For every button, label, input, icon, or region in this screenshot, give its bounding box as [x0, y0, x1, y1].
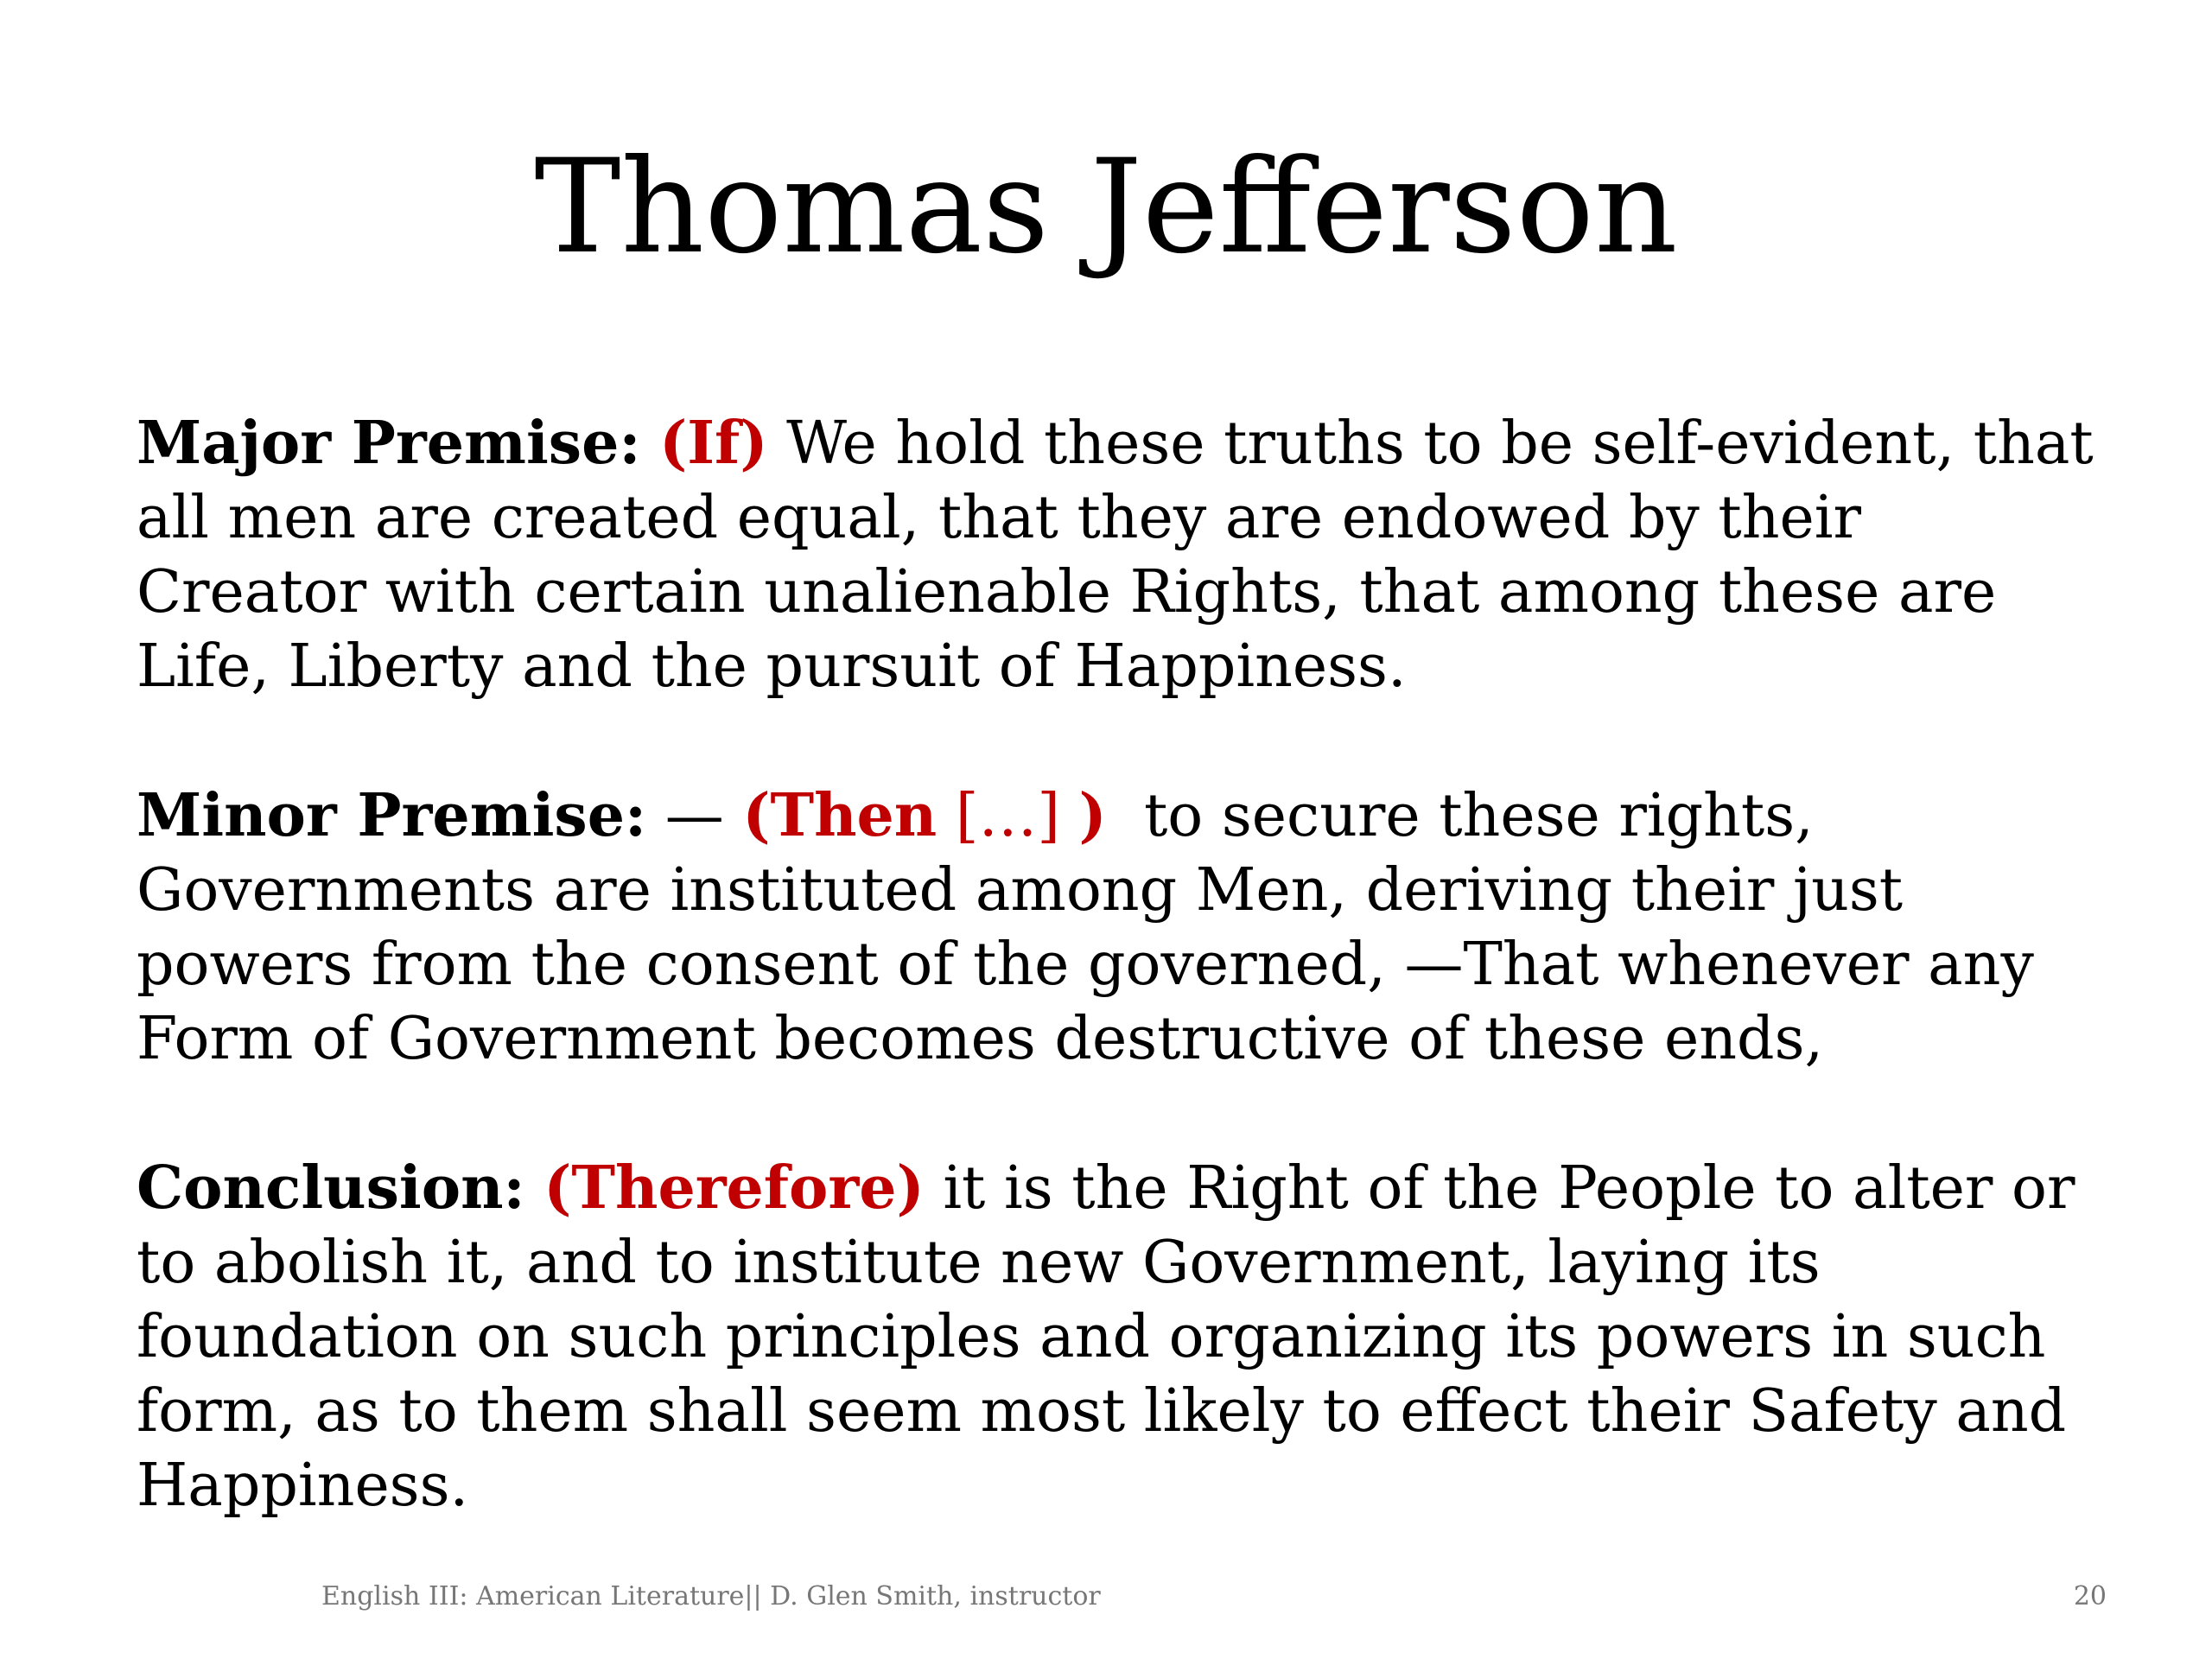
- conclusion-keyword: (Therefore): [543, 1154, 925, 1223]
- conclusion-label: Conclusion:: [137, 1154, 525, 1223]
- page-number: 20: [2073, 1581, 2107, 1611]
- slide-footer: English III: American Literature|| D. Glen Smith, instructor: [321, 1581, 1101, 1611]
- major-premise-keyword: (If): [659, 409, 768, 478]
- minor-premise-keyword-open: (Then: [742, 781, 938, 850]
- conclusion-paragraph: [137, 1151, 2098, 1523]
- conclusion-text: it is the Right of the People to alter or to abolish it, and to institute new Government, laying its foundation on such principles and organizing its powers in such form, as to them shall seem most likely to effect their Safety and Happiness.: [137, 1154, 2075, 1520]
- minor-premise-dash: —: [664, 782, 724, 850]
- minor-premise-text: to secure these rights, Governments are instituted among Men, deriving their just powers from the consent of the governed, —That whenever any Form of Government becomes destructive of these ends,: [137, 782, 2034, 1073]
- minor-premise-ellipsis: […]: [955, 782, 1060, 850]
- major-premise-text: We hold these truths to be self-evident, that all men are created equal, that they are endowed by their Creator with certain unalienable Rights, that among these are Life, Liberty and the pursuit of Happiness.: [137, 410, 2094, 701]
- slide-body: [137, 406, 2098, 1523]
- major-premise-label: Major Premise:: [137, 409, 641, 478]
- minor-premise-paragraph: [137, 779, 2098, 1077]
- minor-premise-keyword-close: ): [1078, 781, 1107, 850]
- minor-premise-label: Minor Premise:: [137, 781, 647, 850]
- slide-title: Thomas Jefferson: [534, 132, 1678, 283]
- major-premise-paragraph: [137, 406, 2098, 704]
